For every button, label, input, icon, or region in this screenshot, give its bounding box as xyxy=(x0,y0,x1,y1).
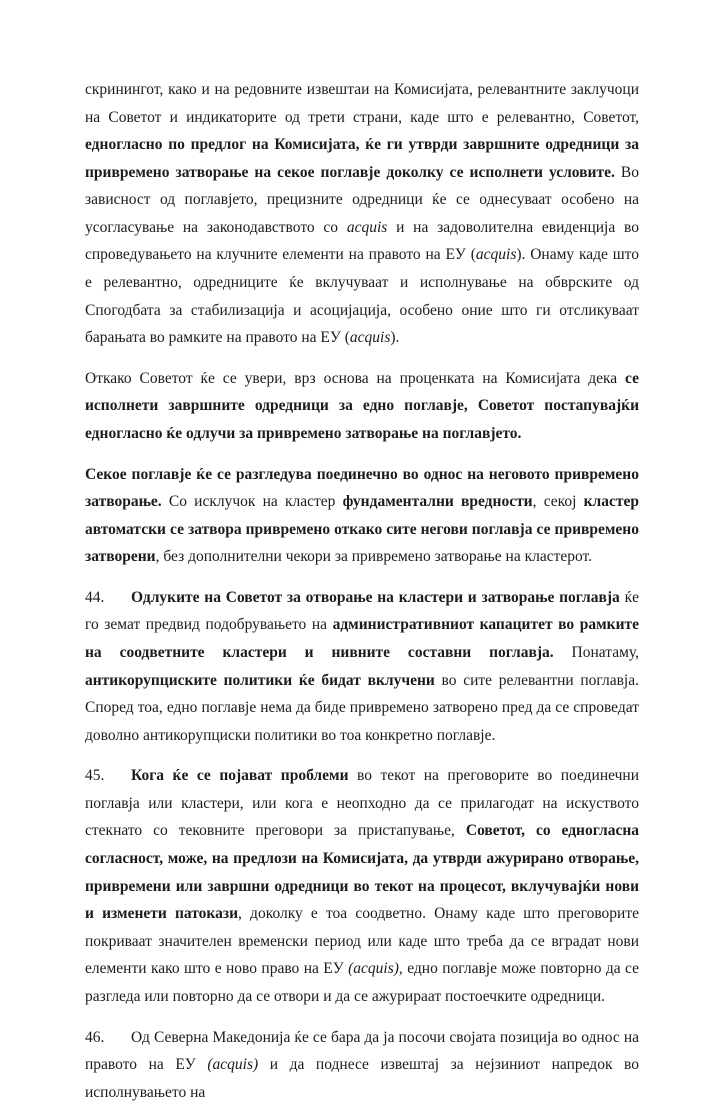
text-run: Од Северна Македонија ќе се бара да ја посочи својата позиција во однос на правото на ЕУ xyxy=(85,1029,639,1074)
text-run: Одлуките на Советот за отворање на кластери и затворање поглавја xyxy=(131,589,620,606)
text-run: во сите релевантни поглавја. Според тоа, едно поглавје нема да биде привремено затворено пред да се спроведат доволно антикорупциски политики во тоа конкретно поглавје. xyxy=(85,672,639,744)
text-run: , секој xyxy=(533,493,584,510)
text-run: acquis xyxy=(350,329,390,346)
paragraph-number: 46. xyxy=(85,1024,131,1052)
paragraph xyxy=(85,365,639,448)
paragraph xyxy=(85,76,639,352)
text-run: и на задоволителна евиденција во спроведувањето на клучните елементи на правото на ЕУ ( xyxy=(85,219,639,264)
paragraph-number: 45. xyxy=(85,762,131,790)
text-run: антикорупциските политики ќе бидат вклучени xyxy=(85,672,435,689)
text-run: едно поглавје може повторно да се разгледа или повторно да се отвори и да се ажурираат постоечките одредници. xyxy=(85,960,639,1005)
numbered-paragraph xyxy=(85,584,639,749)
text-run: acquis xyxy=(476,246,516,263)
text-run: (acquis), xyxy=(348,960,403,977)
text-run: Секое поглавје ќе се разгледува поединечно во однос на неговото привремено затворање. xyxy=(85,466,639,511)
numbered-paragraph xyxy=(85,1024,639,1106)
text-run: Со исклучок на кластер xyxy=(162,493,343,510)
text-run: , доколку е тоа соодветно. Онаму каде што преговорите покриваат значителен временски период или каде што треба да се вградат нови елементи како што е ново право на ЕУ xyxy=(85,905,639,977)
text-run: Кога ќе се појават проблеми xyxy=(131,767,349,784)
text-run: едногласно по предлог на Комисијата, ќе ги утврди завршните одредници за привремено затворање на секое поглавје доколку се исполнети условите. xyxy=(85,136,639,181)
text-run: во текот на преговорите во поединечни поглавја или кластери, или кога е неопходно да се прилагодат на искуството стекнато со тековните преговори за пристапување, xyxy=(85,767,639,839)
document-body xyxy=(85,76,639,1106)
text-run: Откако Советот ќе се увери, врз основа на проценката на Комисијата дека xyxy=(85,370,625,387)
paragraph xyxy=(85,461,639,571)
text-run: , без дополнителни чекори за привремено затворање на кластерот. xyxy=(156,548,592,565)
text-run: acquis xyxy=(347,219,387,236)
text-run: и да поднесе извештај за нејзиниот напредок во исполнувањето на xyxy=(85,1056,639,1101)
text-run: Во зависност од поглавјето, прецизните одредници ќе се однесуваат особено на усогласување на законодавството со xyxy=(85,164,639,236)
text-run: ). xyxy=(390,329,399,346)
numbered-paragraph xyxy=(85,762,639,1010)
text-run: Понатаму, xyxy=(554,644,639,661)
text-run: (acquis) xyxy=(207,1056,258,1073)
text-run: кластер автоматски се затвора привремено откако сите негови поглавја се привремено затворени xyxy=(85,493,639,565)
text-run: се исполнети завршните одредници за едно поглавје, Советот постапувајќи едногласно ќе одлучи за привремено затворање на поглавјето. xyxy=(85,370,639,442)
text-run: ќе го земат предвид подобрувањето на xyxy=(85,589,639,634)
paragraph-number: 44. xyxy=(85,584,131,612)
text-run: Советот, со едногласна согласност, може, на предлози на Комисијата, да утврди ажурирано отворање, привремени или завршни одредници во текот на процесот, вклучувајќи нови и изменети патокази xyxy=(85,822,639,922)
text-run: ). Онаму каде што е релевантно, одредниците ќе вклучуваат и исполнување на обврските од Спогодбата за стабилизација и асоцијација, особено оние што ги отсликуваат барањата во рамките на правото на ЕУ ( xyxy=(85,246,639,346)
text-run: скринингот, како и на редовните извештаи на Комисијата, релевантните заклучоци на Советот и индикаторите од трети страни, каде што е релевантно, Советот, xyxy=(85,81,639,126)
text-run: административниот капацитет во рамките на соодветните кластери и нивните составни поглавја. xyxy=(85,616,639,661)
text-run: фундаментални вредности xyxy=(343,493,533,510)
